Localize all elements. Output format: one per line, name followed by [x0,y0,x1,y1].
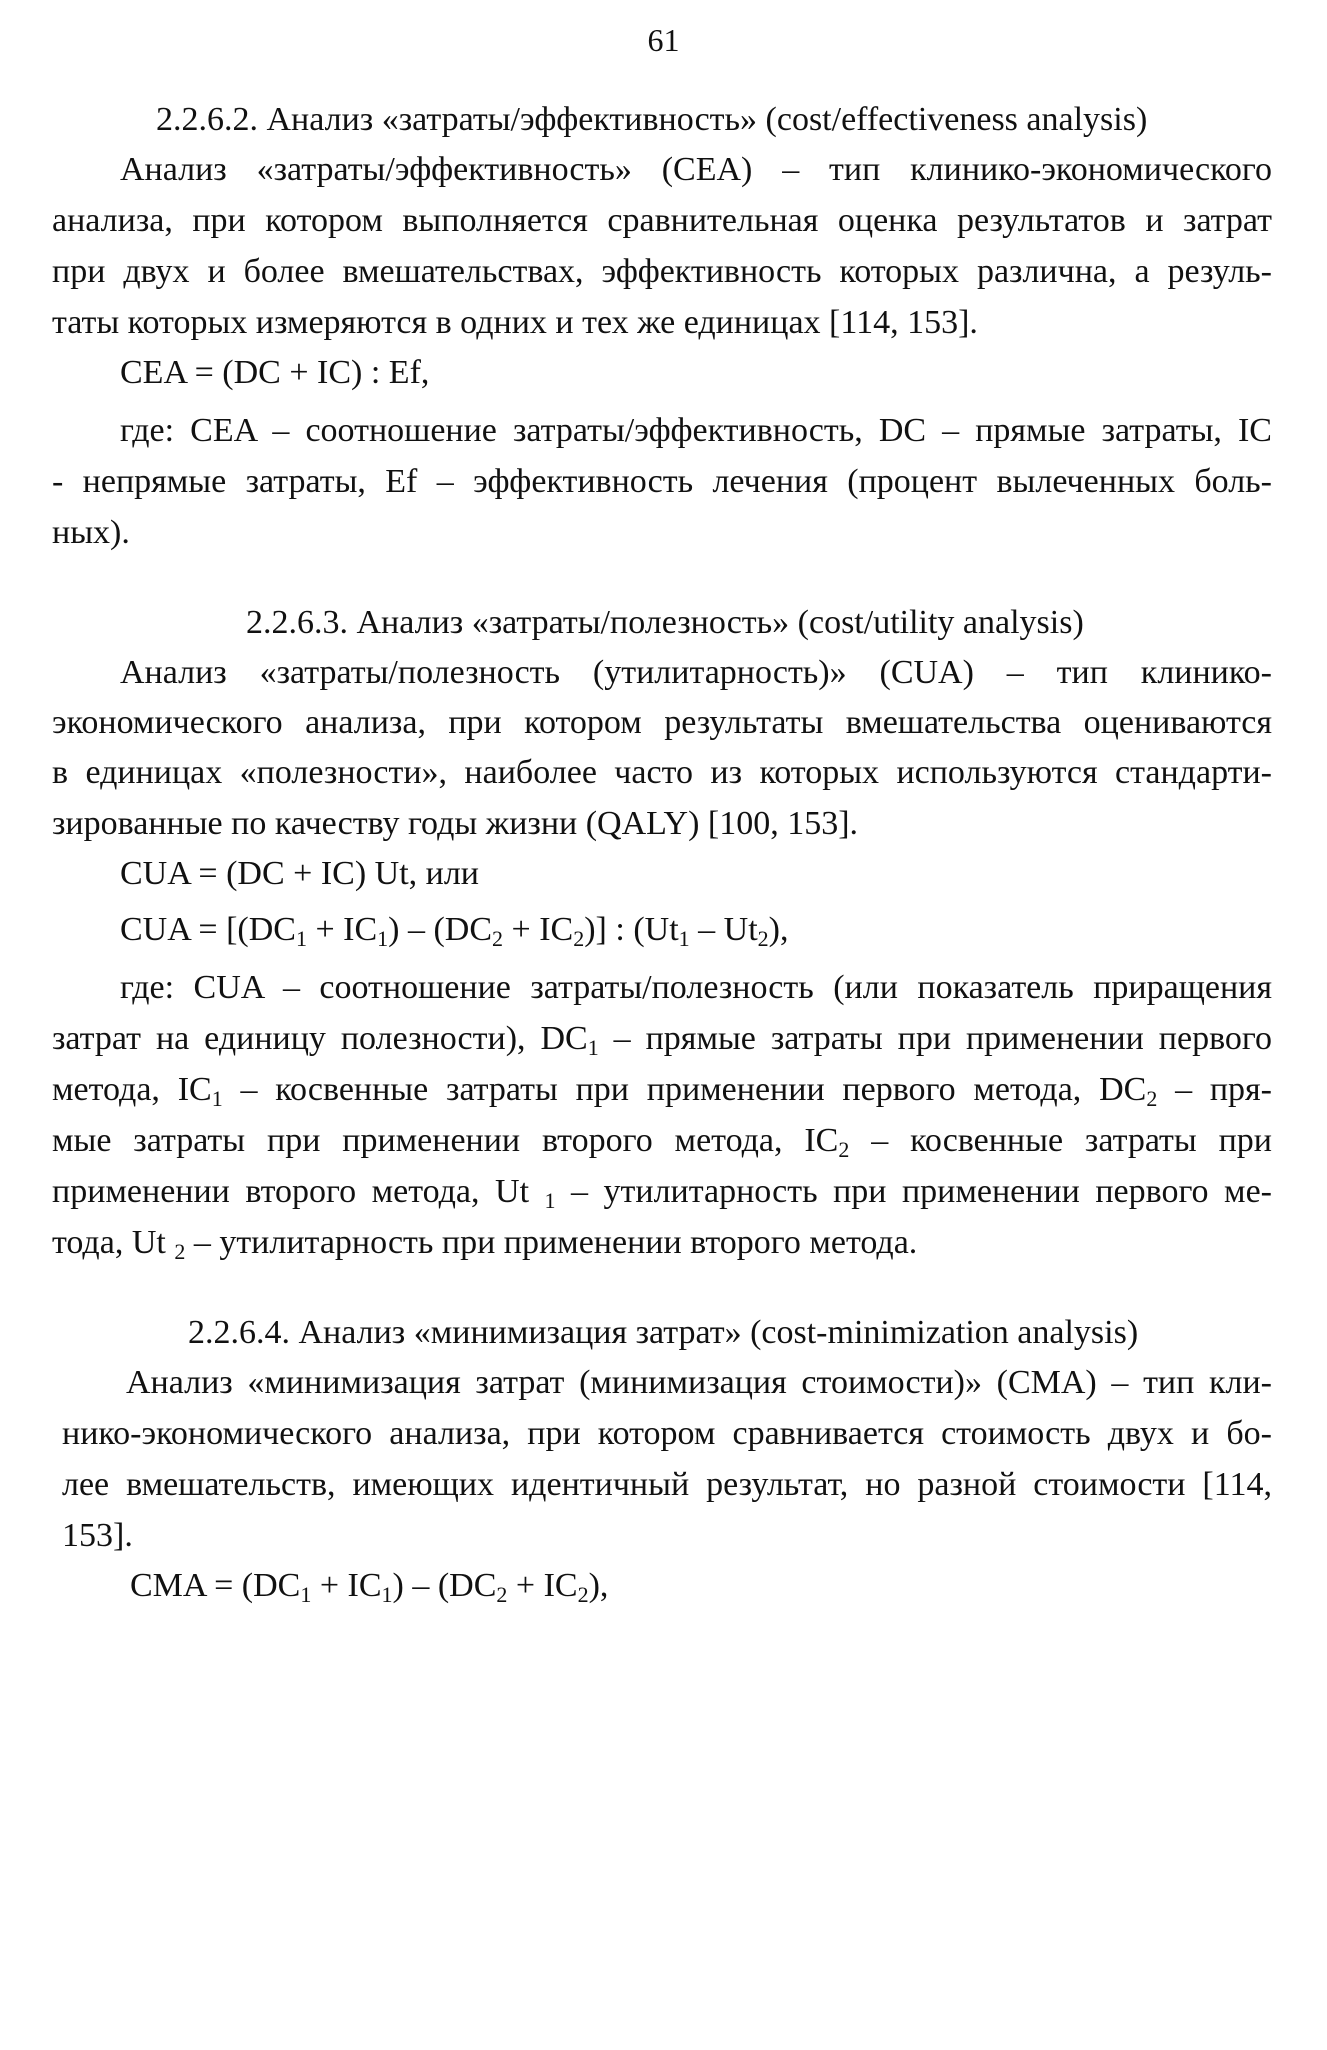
paragraph-line: метода, $IC_1$ – косвенные затраты при применении первого метода, $DC_2 - пря-$ [52,1071,1273,1111]
formula-cma: CMA = $(DC_1 + IC_1) - (DC_2 + IC_2)$, [130,1567,609,1607]
paragraph-line: при двух и более вмешательствах, эффективность которых различна, а резуль- [52,253,1272,290]
paragraph-line: применении второго метода, Ut $_1$ – утилитарность при применении первого ме- [52,1173,1272,1213]
paragraph-line: зированные по качеству годы жизни (QALY) [100, 153]. [52,805,859,842]
paragraph-line: - непрямые затраты, Ef – эффективность лечения (процент вылеченных боль- [52,463,1272,500]
formula-cua-1: CUA = (DC + IC) Ut, или [120,855,479,892]
paragraph-line: затрат на единицу полезности), $DC_1$ – прямые затраты при применении первого [52,1020,1272,1060]
paragraph-line: таты которых измеряются в одних и тех же единицах [114, 153]. [52,304,978,341]
paragraph-line: где: CUA – соотношение затраты/полезность (или показатель приращения [120,969,1272,1006]
section-heading-cma: 2.2.6.4. Анализ «минимизация затрат» (cost-minimization analysis) [188,1314,1139,1351]
paragraph-line: мые затраты при применении второго метода, $IC_2$ – косвенные затраты при [52,1122,1272,1162]
formula-cea: CEA = (DC + IC) : Ef, [120,354,430,391]
paragraph-line: Анализ «затраты/полезность (утилитарность)» (CUA) – тип клинико- [120,654,1272,691]
page-number: 61 [647,22,680,58]
formula-cua-2: CUA = $[(DC_1 + IC_1) - (DC_2 + IC_2)]$ : $(Ut_1 - Ut_2)$, [120,911,789,951]
paragraph-line: Анализ «минимизация затрат (минимизация стоимости)» (CMA) – тип кли- [126,1364,1272,1401]
paragraph-line: тода, Ut $_2$ – утилитарность при применении второго метода. [52,1224,918,1264]
paragraph-line: 153]. [62,1517,133,1554]
paragraph-line: ных). [52,514,130,551]
section-heading-cea: 2.2.6.2. Анализ «затраты/эффективность» (cost/effectiveness analysis) [156,101,1148,138]
paragraph-line: экономического анализа, при котором результаты вмешательства оцениваются [52,704,1272,741]
paragraph-line: в единицах «полезности», наиболее часто из которых используются стандарти- [52,754,1272,791]
paragraph-line: лее вмешательств, имеющих идентичный результат, но разной стоимости [114, [62,1466,1272,1503]
paragraph-line: нико-экономического анализа, при котором сравнивается стоимость двух и бо- [62,1415,1272,1452]
paragraph-line: где: CEA – соотношение затраты/эффективность, DC – прямые затраты, IC [120,412,1272,449]
paragraph-line: анализа, при котором выполняется сравнительная оценка результатов и затрат [52,202,1272,239]
paragraph-line: Анализ «затраты/эффективность» (CEA) – тип клинико-экономического [120,151,1272,188]
section-heading-cua: 2.2.6.3. Анализ «затраты/полезность» (cost/utility analysis) [246,604,1084,641]
